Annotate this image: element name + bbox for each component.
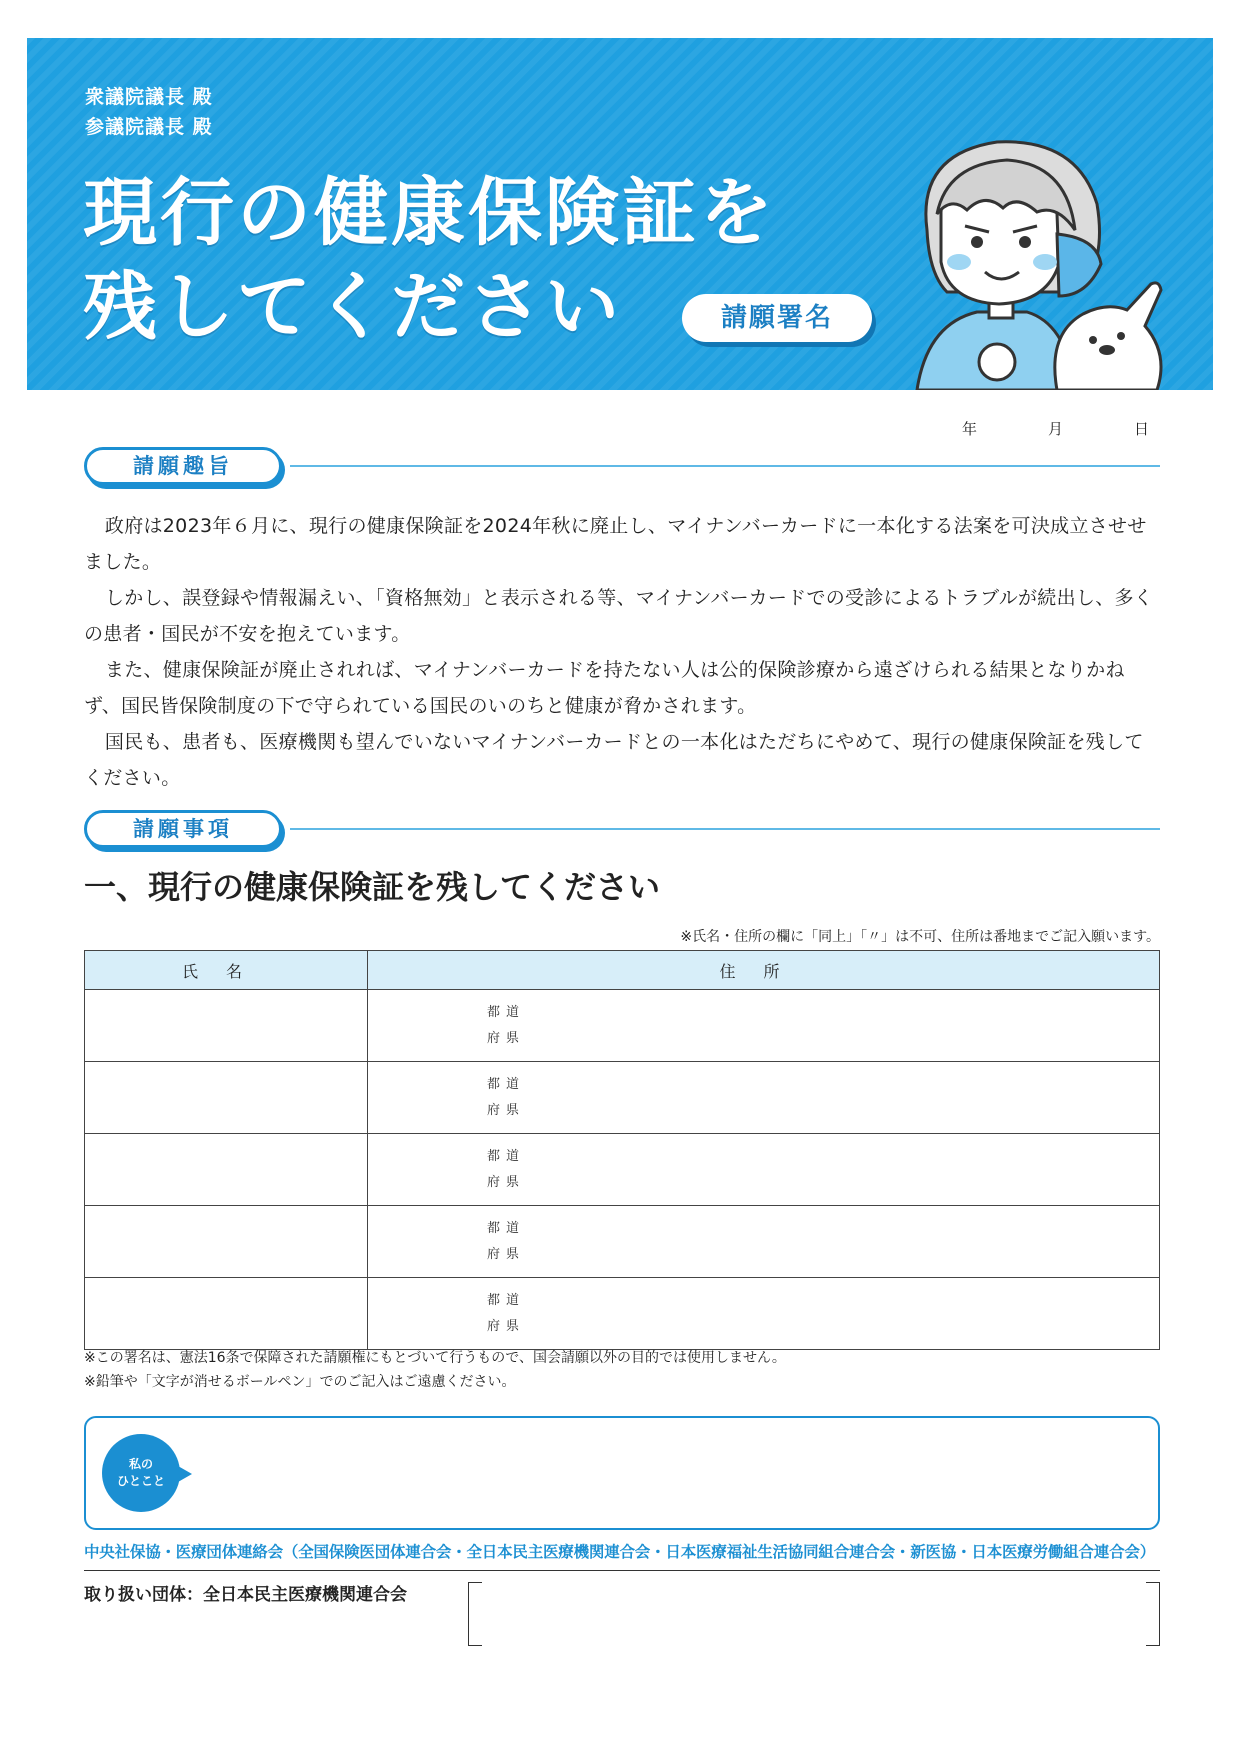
organizations-line: 中央社保協・医療団体連絡会（全国保険医団体連合会・全日本民主医療機関連合会・日本医療福祉生活協同組合連合会・新医協・日本医療労働組合連合会） [84,1543,1156,1561]
table-row [85,990,1160,1062]
column-header-name: 氏名 [85,951,368,990]
purpose-divider [290,465,1160,467]
purpose-paragraph: 政府は2023年６月に、現行の健康保険証を2024年秋に廃止し、マイナンバーカードに一本化する法案を可決成立させせました。 [84,515,1147,573]
table-row [85,1206,1160,1278]
handling-organization: 取り扱い団体：全日本民主医療機関連合会 [84,1585,407,1605]
purpose-heading: 請願趣旨 [84,447,282,485]
purpose-body [84,508,1160,796]
addressee-house-of-representatives: 衆議院議長 殿 [85,86,213,108]
petition-item-1: 一、現行の健康保険証を残してください [84,868,661,906]
table-instruction-note: ※氏名・住所の欄に「同上」「〃」は不可、住所は番地までご記入願います。 [680,929,1160,945]
name-field[interactable] [85,1206,368,1278]
header-banner [27,38,1213,390]
table-row [85,1278,1160,1350]
purpose-paragraph: 国民も、患者も、医療機関も望んでいないマイナンバーカードとの一本化はただちにやめて、現行の健康保険証を残してください。 [84,731,1144,789]
table-row [85,1134,1160,1206]
name-field[interactable] [85,1278,368,1350]
prefecture-label: 都道 府県 [487,1220,526,1262]
bracket-left [468,1582,482,1646]
address-field[interactable] [368,1206,1160,1278]
name-field[interactable] [85,1062,368,1134]
items-heading: 請願事項 [84,810,282,848]
addressee-house-of-councillors: 参議院議長 殿 [85,116,213,138]
table-header-row [85,951,1160,990]
comment-bubble-label: 私の ひとこと [102,1434,180,1512]
name-field[interactable] [85,990,368,1062]
page-title-line-2: 残してください [83,264,622,350]
prefecture-label: 都道 府県 [487,1004,526,1046]
prefecture-label: 都道 府県 [487,1292,526,1334]
date-year-label: 年 [962,420,978,438]
footer-divider [84,1570,1160,1571]
purpose-section-header [84,447,284,485]
date-day-label: 日 [1134,420,1150,438]
comment-box[interactable] [84,1416,1160,1530]
purpose-paragraph: また、健康保険証が廃止されれば、マイナンバーカードを持たない人は公的保険診療から遠ざけられる結果となりかねず、国民皆保険制度の下で守られている国民のいのちと健康が脅かされます。 [84,659,1125,717]
petition-signature-badge: 請願署名 [682,294,872,342]
items-divider [290,828,1160,830]
address-field[interactable] [368,990,1160,1062]
signature-table [84,950,1160,1350]
purpose-paragraph: しかし、誤登録や情報漏えい、「資格無効」と表示される等、マイナンバーカードでの受診によるトラブルが続出し、多くの患者・国民が不安を抱えています。 [84,587,1154,645]
mascot-illustration [907,134,1207,390]
footnote-2: ※鉛筆や「文字が消せるボールペン」でのご記入はご遠慮ください。 [84,1374,516,1390]
items-section-header [84,810,284,848]
address-field[interactable] [368,1062,1160,1134]
footnote-1: ※この署名は、憲法16条で保障された請願権にもとづいて行うもので、国会請願以外の目的では使用しません。 [84,1350,786,1366]
date-month-label: 月 [1048,420,1064,438]
prefecture-label: 都道 府県 [487,1148,526,1190]
footnotes [84,1346,786,1394]
table-row [85,1062,1160,1134]
bracket-right [1146,1582,1160,1646]
page-title-line-1: 現行の健康保険証を [83,170,776,256]
prefecture-label: 都道 府県 [487,1076,526,1118]
address-field[interactable] [368,1134,1160,1206]
name-field[interactable] [85,1134,368,1206]
column-header-address: 住所 [368,951,1160,990]
address-field[interactable] [368,1278,1160,1350]
